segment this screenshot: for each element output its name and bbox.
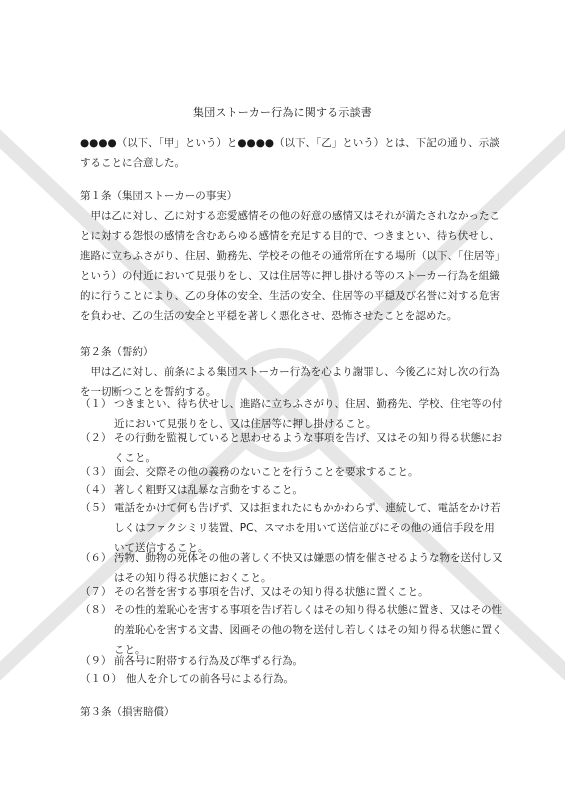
document-title: 集団ストーカー行為に関する示談書 [193,106,372,119]
list-item-text: つきまとい、待ち伏せし、進路に立ちふさがり、住居、勤務先、学校、住宅等の付近において見張りをし、又は住居等に押し掛けること。 [114,398,503,430]
list-item-text: その性的羞恥心を害する事項を告げ若しくはその知り得る状態に置き、又はその性的羞恥心を害する文書、図画その他の物を送付し若しくはその知り得る状態に置くこと。 [114,604,503,656]
list-item [80,669,505,689]
list-item-text: その行動を監視していると思わせるような事項を告げ、又はその知り得る状態におくこと。 [114,432,503,464]
list-item-number: （４） [80,484,112,496]
article-2-heading: 第２条（誓約） [80,346,154,358]
article-1-body: 甲は乙に対し、乙に対する恋愛感情その他の好意の感情又はそれが満たされなかったことに対する怨恨の感情を含むあらゆる感情を充足する目的で、つきまとい、待ち伏せし、進路に立ちふさがり、住居、勤務先、学校その他その通常所在する場所（以下、「住居等」という）の付近において見張りをし、又は住居等に押し掛ける等のストーカー行為を組織的に行うことにより、乙の身体の安全、生活の安全、住居等の平穏及び名誉に対する危害を負わせ、乙の生活の安全と平穏を著しく悪化させ、恐怖させたことを認めた。 [80,210,500,322]
list-item-text: 電話をかけて何も告げず、又は拒まれたにもかかわらず、連続して、電話をかけ若しくはファクシミリ装置、PC、スマホを用いて送信並びにその他の通信手段を用いて送信すること。 [114,502,501,554]
list-item [80,582,505,602]
list-item-text: 前各号に附帯する行為及び準ずる行為。 [114,655,303,667]
list-item-number: （１） [80,398,112,410]
intro-paragraph: ●●●●（以下、「甲」という）と●●●●（以下、「乙」という）とは、下記の通り、示談することに合意した。 [80,137,500,169]
list-item-number: （３） [80,466,112,478]
list-item-text: 面会、交際その他の義務のないことを行うことを要求すること。 [114,466,419,478]
article-3-heading: 第３条（損害賠償） [80,706,175,718]
list-item-text: 他人を介しての前各号による行為。 [126,673,294,685]
list-item-number: （８） [80,604,112,616]
list-item-number: （６） [80,552,112,564]
list-item-number: （２） [80,432,112,444]
list-item-number: （７） [80,586,112,598]
list-item-text: 著しく粗野又は乱暴な言動をすること。 [114,484,303,496]
list-item-text: 汚物、動物の死体その他の著しく不快又は嫌悪の情を催させるような物を送付し又はその知り得る状態におくこと。 [114,552,503,584]
article-1-heading: 第１条（集団ストーカーの事実） [80,190,238,202]
article-2-body: 甲は乙に対し、前条による集団ストーカー行為を心より謝罪し、今後乙に対し次の行為を一切断つことを誓約する。 [80,366,500,398]
list-item [80,462,505,482]
list-item-text: その名誉を害する事項を告げ、又はその知り得る状態に置くこと。 [114,586,429,598]
list-item-number: （９） [80,655,112,667]
list-item [80,651,505,671]
list-item [80,480,505,500]
list-item-number: （１０） [80,673,122,685]
list-item-number: （５） [80,502,112,514]
